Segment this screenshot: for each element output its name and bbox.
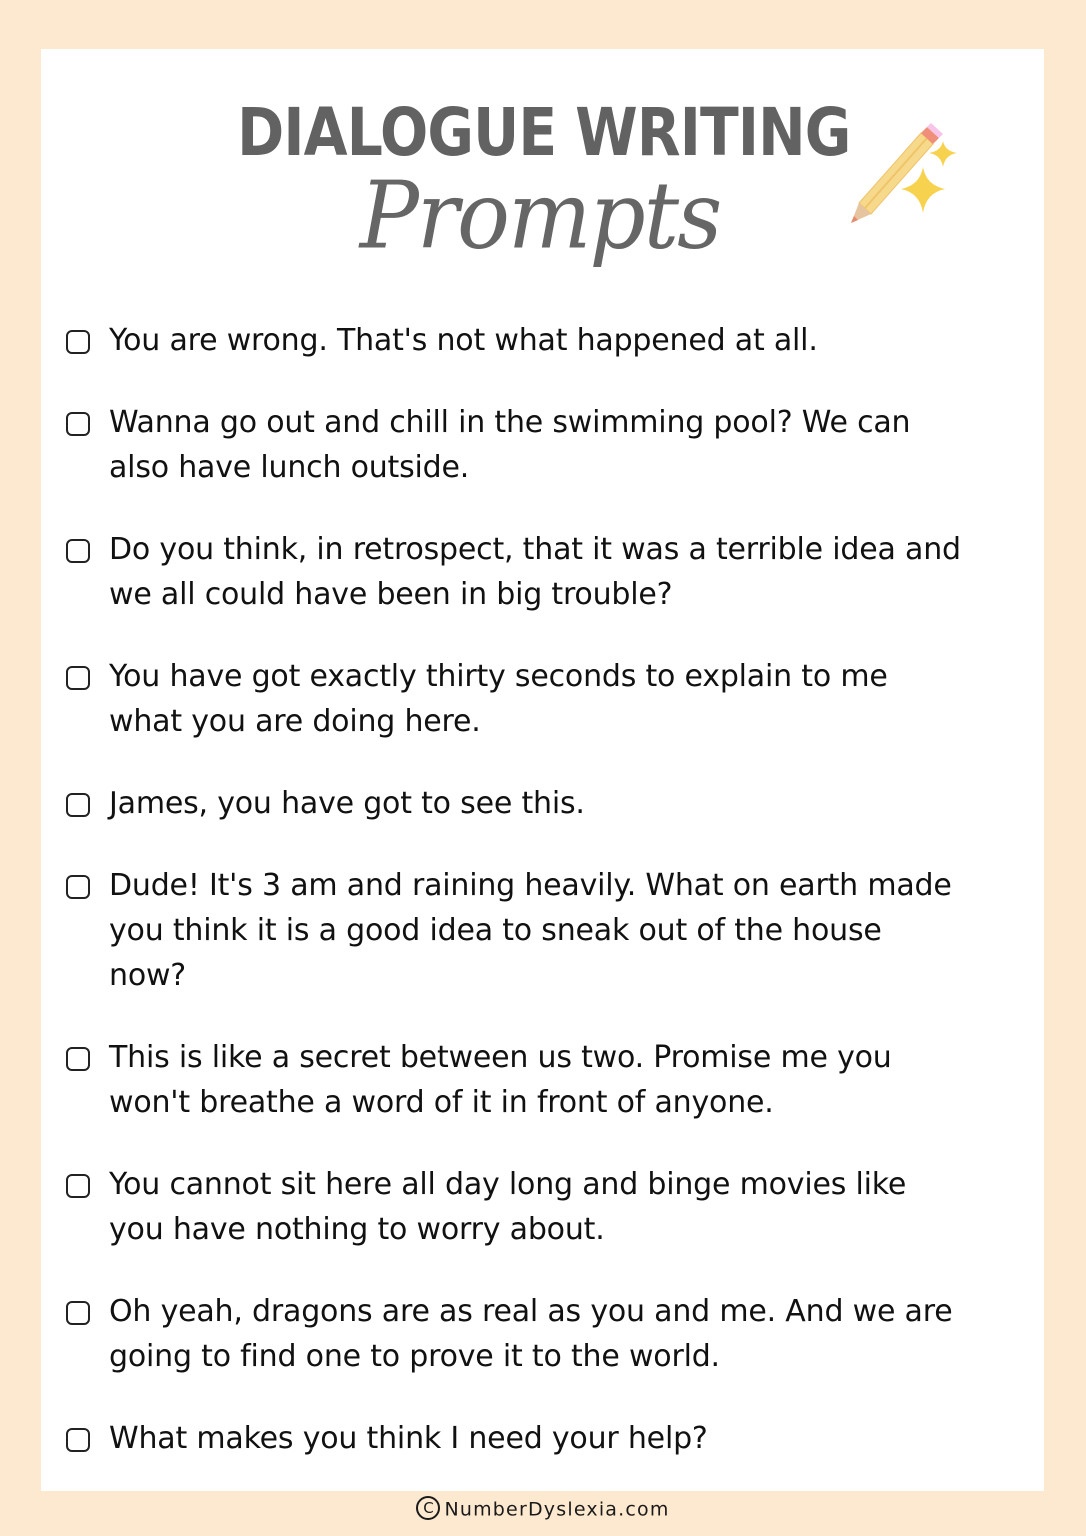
checkbox[interactable] [66,666,90,690]
prompt-list [66,318,966,1461]
sparkle-icon [929,141,957,167]
prompt-text: Wanna go out and chill in the swimming pool? We can also have lunch outside. [109,405,911,485]
checkbox[interactable] [66,1428,90,1452]
checkbox[interactable] [66,539,90,563]
prompt-text: Dude! It's 3 am and raining heavily. What on earth made you think it is a good idea to sneak out of the house now? [109,868,952,993]
checkbox[interactable] [66,412,90,436]
checkbox[interactable] [66,1301,90,1325]
pencil-sparkle-decoration [845,115,965,225]
sparkle-icon [901,167,945,213]
subtitle-text: Prompts [359,161,721,270]
prompt-text: You cannot sit here all day long and binge movies like you have nothing to worry about. [109,1167,907,1247]
prompt-text: You have got exactly thirty seconds to explain to me what you are doing here. [109,659,888,739]
page-title: DIALOGUE WRITING [237,94,851,171]
prompt-item [66,863,966,998]
prompt-text: James, you have got to see this. [109,786,585,821]
prompt-text: Do you think, in retrospect, that it was a terrible idea and we all could have been in big trouble? [109,532,961,612]
checkbox[interactable] [66,1174,90,1198]
prompt-text: This is like a secret between us two. Promise me you won't breathe a word of it in front of anyone. [109,1040,892,1120]
prompt-item [66,318,966,363]
prompt-text: What makes you think I need your help? [109,1421,708,1456]
prompt-text: You are wrong. That's not what happened at all. [109,323,818,358]
footer [0,1498,1086,1522]
checkbox[interactable] [66,793,90,817]
footer-site: NumberDyslexia.com [444,1498,670,1521]
prompt-item [66,781,966,826]
prompt-item [66,527,966,617]
prompt-item [66,1035,966,1125]
prompt-text: Oh yeah, dragons are as real as you and me. And we are going to find one to prove it to the world. [109,1294,953,1374]
checkbox[interactable] [66,875,90,899]
prompt-item [66,400,966,490]
copyright-icon: C [416,1496,440,1520]
prompt-item [66,1289,966,1379]
pencil-icon [851,123,943,223]
prompt-item [66,1416,966,1461]
prompt-item [66,1162,966,1252]
prompt-item [66,654,966,744]
checkbox[interactable] [66,1047,90,1071]
checkbox[interactable] [66,330,90,354]
